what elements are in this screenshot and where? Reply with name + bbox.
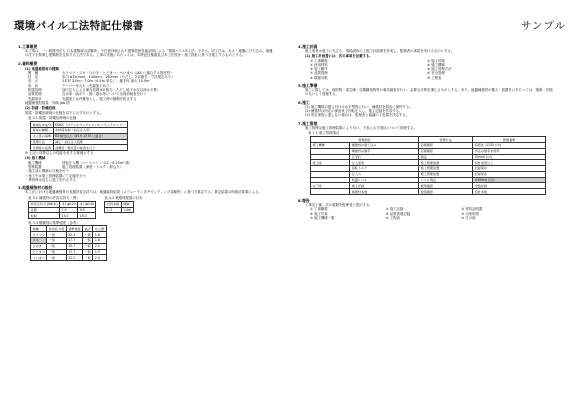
right-column xyxy=(298,44,554,223)
table-cell: 許容応力度 xyxy=(48,226,65,231)
table-header: 管理方法 xyxy=(419,137,473,143)
construction-items xyxy=(298,105,554,118)
table-cell: DDAC（ジデシルジメチルアンモニウムクロリド） xyxy=(55,122,126,127)
list-item: ・施工中は施工管理装置にて記録を行う xyxy=(25,173,87,178)
subsection-heading: (3) 施工機械 xyxy=(25,156,46,161)
section-heading: 3.地盤補強材の設計 xyxy=(18,185,53,191)
table-cell: 17.7 xyxy=(66,249,82,255)
layout-guide-table xyxy=(104,201,133,214)
list-item: ③ 材料証明書 xyxy=(461,207,483,212)
table-caption: 表 3.1 補強材の許容支持力（例） xyxy=(28,195,80,200)
table-cell: 1.8 xyxy=(93,232,106,238)
table-cell: 補強材本数 xyxy=(350,189,419,195)
spec-value: 加圧注入による保存処理 K4 相当（ただし地下水位以深は不要） xyxy=(62,88,161,93)
table-note: ※ 上記と同等以上の性能を有する薬剤とする xyxy=(25,151,94,156)
table-cell: とどまつ xyxy=(32,249,45,254)
table-cell: 全数記録 xyxy=(473,183,546,189)
table-cell: 施工管理装置 xyxy=(419,171,473,177)
table-cell: スギ xyxy=(31,237,47,243)
table-cell: 施工管理装置 xyxy=(419,166,473,172)
table-cell: 注入量の基準 xyxy=(32,134,52,139)
table-cell: 帳票確認 xyxy=(419,183,473,189)
table-cell: 20.7 xyxy=(66,243,82,249)
table-cell: 2.1 xyxy=(93,243,106,249)
list-item: ① 工事概要 xyxy=(310,58,328,63)
table-cell: 一般 xyxy=(84,232,91,237)
list-item: ① 工事概要 xyxy=(310,207,328,212)
preservative-spec-table xyxy=(30,121,128,151)
report-items xyxy=(298,207,554,220)
spec-key: 先端形状 xyxy=(28,96,42,101)
table-cell: 一般 xyxy=(84,238,91,243)
table-cell: 処理方法 xyxy=(31,139,54,145)
section-heading: 5.施工準備 xyxy=(298,83,318,89)
table-cell: 長期 xyxy=(29,207,60,213)
sample-label: サンプル xyxy=(520,20,566,32)
table-cell: 施工管理装置 xyxy=(419,160,473,166)
table-cell: 減圧・加圧注入処理 xyxy=(53,139,127,145)
section-heading: 2.資料概要 xyxy=(18,60,38,66)
section-body: 防腐・防蟻処理剤の仕様を以下に示すものとする。 xyxy=(25,110,103,115)
spec-key: 防腐処理 xyxy=(28,88,42,93)
table-cell: 浸潤度・吸収量の検査を行う xyxy=(53,145,127,151)
table-cell: 一般 xyxy=(84,244,91,249)
table-cell: 出荷時の品質 xyxy=(32,145,52,150)
spec-key: 品質管理 xyxy=(28,92,42,97)
list-item: ・異常時は直ちに施工を中止する xyxy=(25,177,76,182)
list-item: ⑧ 安全管理 xyxy=(427,71,445,76)
bearing-capacity-table xyxy=(28,201,96,219)
table-cell: 1.0m xyxy=(123,207,132,212)
section-body: 施工業者は施工に先立ち、現地調査の上施工計画書を作成し、監理者の承認を受けるものとする。 xyxy=(305,49,455,53)
table-cell: 補強材の建て込み xyxy=(350,142,419,148)
list-item: ⑦ 施工機械一覧 xyxy=(310,215,335,220)
section-plan xyxy=(298,44,554,80)
section-design xyxy=(18,185,274,261)
table-cell xyxy=(311,189,350,195)
spec-value: 先端加工は円錐形とし、施工時の損傷を防止する xyxy=(62,96,137,101)
material-spec-list xyxy=(18,71,274,101)
list-item: ④ 施工機械 xyxy=(427,62,445,67)
table-cell: 一般 xyxy=(84,255,91,260)
quantity-note: 地盤補強材数量 別紙 Job 図 xyxy=(25,100,70,105)
section-heading: 7.施工管理 xyxy=(298,120,318,126)
subsection-heading: (2) 防腐・防蟻処理 xyxy=(25,106,56,111)
species-strength-table xyxy=(30,225,107,261)
table-cell: 目視確認 xyxy=(419,148,473,154)
table-cell: 補強材の継手 xyxy=(350,148,419,154)
table-cell: 末口φ120 xyxy=(61,202,76,207)
section-body: 本工法における地盤補強材の長期許容支持力は、地盤調査結果（スウェーデン式サウンディング試験等）に基づき算定する。算定結果は別紙計算書による。 xyxy=(25,190,262,195)
table-row xyxy=(29,213,96,219)
list-item: ⑩ 工程表 xyxy=(427,75,442,80)
table-cell: 薬剤有効成分 xyxy=(32,122,52,127)
list-item: (3) 所定深度に達しない場合は、監理者と協議の上処置を決定する。 xyxy=(305,113,410,118)
table-cell: 7.0 xyxy=(60,207,78,213)
table-header: 管理基準 xyxy=(473,137,546,143)
list-item: ⑦ 品質管理 xyxy=(310,71,328,76)
table-cell: 記録保存 xyxy=(473,166,546,172)
table-cell: 樹種 xyxy=(31,226,47,232)
table-cell: 設計本数 xyxy=(473,189,546,195)
table-cell: せん断 xyxy=(94,226,105,231)
table-cell: 設計深度以上 xyxy=(473,160,546,166)
spec-value: 末口 φ120mm、140mm、160mm（ただし、2本継ぎ・寸法規定あり） xyxy=(62,75,175,80)
spec-key: 形 状 xyxy=(28,83,39,88)
plan-items xyxy=(298,59,554,80)
table-cell: 22.2 xyxy=(66,255,82,261)
table-cell: 一般 xyxy=(47,232,66,238)
table-cell: 完了時 xyxy=(311,183,350,189)
section-overview xyxy=(18,44,274,58)
section-construction xyxy=(298,100,554,118)
section-body: 施工管理は施工管理装置により行い、下表に示す項目について管理する。 xyxy=(305,125,417,130)
table-cell: 鉛直性 1/100 以内 xyxy=(473,142,546,148)
document-title: 環境パイル工法特記仕様書 xyxy=(14,20,144,32)
list-item: (1) 施工機械の据え付けは水平堅固に行い、補強材を鉛直に保持する。 xyxy=(305,104,413,109)
table-cell: 圧入力 xyxy=(350,171,419,177)
spec-value: 施工管理装置（深度・トルク・押込力） xyxy=(62,164,123,169)
table-cell: 数量確認 xyxy=(419,189,473,195)
list-item: ④ 施工写真 xyxy=(310,211,328,216)
table-cell: 一般 xyxy=(84,249,91,254)
table-cell: 14.0 xyxy=(60,213,78,219)
section-report xyxy=(298,198,554,220)
section-heading: 6.施工 xyxy=(298,99,310,105)
table-cell: 圧入深度 xyxy=(350,160,419,166)
table-caption: 表 3.2 補強材配置の目安 xyxy=(104,195,143,200)
list-item: ③ 使用材料 xyxy=(310,62,328,67)
table-cell: 22.4 xyxy=(66,232,82,238)
table-cell: 一般 xyxy=(47,237,66,243)
table-cell: ぺいまつ xyxy=(32,255,45,260)
table-cell: 間隔 xyxy=(121,201,133,207)
table-cell: 一般 xyxy=(47,255,66,261)
spec-value: テーパー付丸太（先端加工あり） xyxy=(62,83,113,88)
table-row xyxy=(311,189,546,195)
list-item: ⑤ 品質管理記録 xyxy=(385,211,411,216)
table-cell: 木材保存剤（加圧注入用） xyxy=(53,127,127,133)
table-header: 管理項目 xyxy=(311,137,419,143)
table-cell: 記録保存 xyxy=(473,171,546,177)
table-cell: 17.7 xyxy=(66,237,82,243)
list-item: (2) 補強材は所定の深度まで回転圧入し、施工記録を作成する。 xyxy=(305,108,403,113)
table-cell: 杭頭レベル xyxy=(350,177,419,183)
list-item: ② 施工記録 xyxy=(385,207,404,212)
section-body: 施工に際しては、埋設物・架空線・近隣構造物等の事前調査を行い、必要な対策を講じるものとする。また、地盤補強材の搬入・仮置きにあたっては、損傷・汚損のないよう管理する。 xyxy=(305,88,553,97)
list-item: ② 施工体制 xyxy=(427,58,445,63)
table-cell: 曲げ xyxy=(84,226,91,231)
spec-key: 管理装置 xyxy=(28,164,42,169)
table-cell: 基準強度 xyxy=(68,226,81,231)
spec-key: 樹 種 xyxy=(28,70,39,75)
table-cell: レベル測定 xyxy=(419,177,473,183)
table-cell: K3 相当以上（JIS K 1570 に適合） xyxy=(53,133,127,139)
table-cell: 芯ずれ xyxy=(350,154,419,160)
table-cell: 所定の継手を使用 xyxy=(473,148,546,154)
table-cell: 一般 xyxy=(47,243,66,249)
table-cell: 目視確認 xyxy=(419,142,473,148)
list-item: ・施工前に機械の点検を行う xyxy=(25,169,70,174)
section-body: 本工事は、「一般財団法人 日本建築総合試験所」で任意評価された建築技術性能証明による「環境パイルS工法」である。同工法は、丸太・地盤に打ち込み、地盤の沈下を抑制し建築物を支持する工法である。工事の実施にあたっては、本特記仕様書及び本工法設計・施工指針に基づき施工するものとする。 xyxy=(25,49,273,58)
table-caption: 表 3.3 樹種別の基準強度（参考） xyxy=(28,220,80,225)
list-item: ⑨ 環境対策 xyxy=(310,75,328,80)
section-materials xyxy=(18,61,274,183)
table-cell: 1,3 xyxy=(105,207,121,213)
table-cell: 2.4 xyxy=(93,255,106,261)
table-caption: 表 7.1 施工管理項目 xyxy=(308,131,340,136)
list-item: ⑤ 施工順序 xyxy=(310,67,328,72)
table-cell: 一般 xyxy=(47,249,66,255)
table-cell: ±30mm 以内 xyxy=(473,177,546,183)
table-row xyxy=(105,207,133,213)
list-item: ⑧ 工程表 xyxy=(385,215,400,220)
table-cell: 50mm 以内 xyxy=(473,154,546,160)
spec-key: 長 さ xyxy=(28,79,39,84)
table-cell: 測定 xyxy=(419,154,473,160)
table-cell: 材料本数 xyxy=(106,202,120,207)
table-cell: 許容支持力 (kN/本) xyxy=(30,202,58,207)
table-cell: 短期 xyxy=(29,213,60,219)
spec-value: 含水率・曲がり・節・割れ等について出荷前検査を行う xyxy=(62,92,147,97)
table-cell: 1.5 xyxy=(93,249,106,255)
table-caption: 表 2.1 防腐・防蟻処理剤の仕様 xyxy=(28,116,77,121)
spec-value: 回転圧入機（ベースマシン 0.1〜0.25m³ 級） xyxy=(62,160,133,165)
table-cell: 施工時 xyxy=(311,160,350,166)
table-cell: カラマツ xyxy=(31,232,47,238)
control-items-table xyxy=(310,136,546,195)
section-body: 工事完了後、次の書類を監理者に提出する。 xyxy=(305,202,373,207)
spec-key: 施工機械 xyxy=(28,160,42,165)
machine-notes xyxy=(18,169,274,182)
table-cell: 18.0 xyxy=(78,213,96,219)
section-heading: 4.施工計画 xyxy=(298,44,318,49)
spec-value: 1本材 3.0m〜7.0m（0.5m 単位）、継手付 最大 10.0m xyxy=(62,79,150,84)
list-item: ⑥ 施工管理方法 xyxy=(427,67,452,72)
table-cell: 施工機械 xyxy=(311,142,350,148)
section-control xyxy=(298,121,554,195)
spec-key: 材 径 xyxy=(28,75,39,80)
machine-spec-list xyxy=(18,161,274,170)
table-cell: 施工記録 xyxy=(350,183,419,189)
spec-value: カラマツ・スギ・ひのき・とどまつ・ペいまつ（JAS に適合する国産材） xyxy=(62,70,174,75)
table-cell: 末口φ140 xyxy=(79,202,94,207)
table-cell: 1.8 xyxy=(93,237,106,243)
table-cell: ひのき xyxy=(31,243,47,249)
list-item: ⑨ その他 xyxy=(461,215,476,220)
table-row xyxy=(31,145,128,151)
section-heading: 1.工事概要 xyxy=(18,44,38,49)
section-prep xyxy=(298,83,554,97)
table-cell: 回転トルク xyxy=(350,166,419,172)
section-heading: 8.報告 xyxy=(298,197,310,203)
subsection-heading: (1) 地盤補強材の種類 xyxy=(25,66,59,71)
list-item: ⑥ 出来形図 xyxy=(461,211,479,216)
table-cell: 9.0 xyxy=(78,207,96,213)
table-row xyxy=(31,255,107,261)
left-column xyxy=(18,44,274,264)
subsection-heading: (1) 施工計画書には、次の事項を記載する。 xyxy=(305,54,373,59)
table-cell: 薬剤の種類 xyxy=(31,127,54,133)
